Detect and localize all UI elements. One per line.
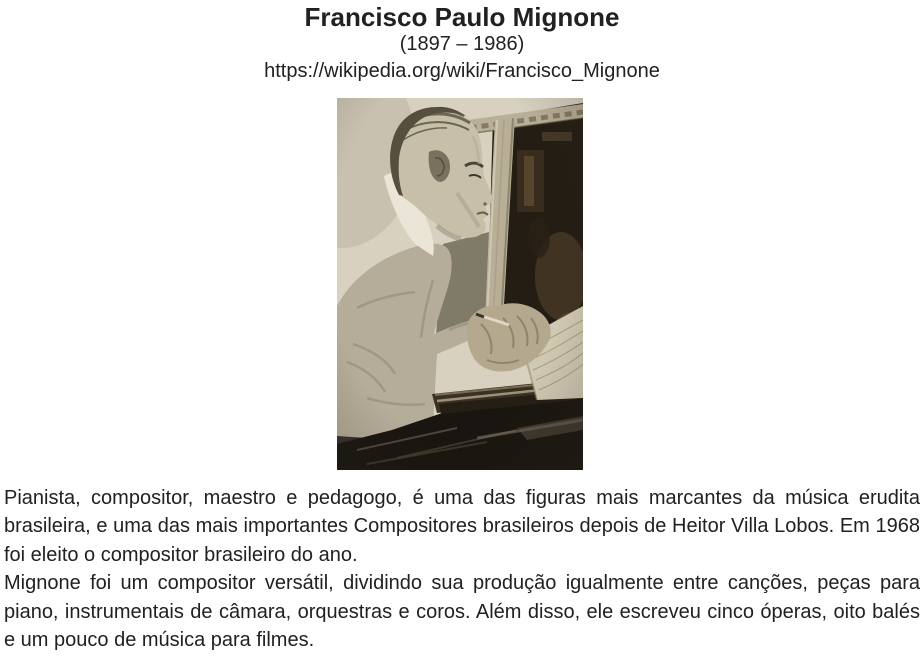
body-paragraph-2: Mignone foi um compositor versátil, dividindo sua produção igualmente entre canções, peças para piano, instrumentais de câmara, orquestras e coros. Além disso, ele escreveu cinco óperas, oito balés e um pouco de música para filmes. xyxy=(4,572,920,652)
body-text xyxy=(4,484,920,654)
body-paragraph-1: Pianista, compositor, maestro e pedagogo, é uma das figuras mais marcantes da música erudita brasileira, e uma das mais importantes Compositores brasileiros depois de Heitor Villa Lobos. Em 1968 foi eleito o compositor brasileiro do ano. xyxy=(4,487,920,566)
mignone-photo xyxy=(337,98,583,470)
header xyxy=(0,0,924,85)
life-dates: (1897 – 1986) xyxy=(399,33,525,55)
mignone-photo-illustration xyxy=(337,98,583,470)
photo-vignette xyxy=(337,98,583,470)
wikipedia-url-text: https://wikipedia.org/wiki/Francisco_Mignone xyxy=(264,60,660,82)
page-title: Francisco Paulo Mignone xyxy=(304,2,620,32)
